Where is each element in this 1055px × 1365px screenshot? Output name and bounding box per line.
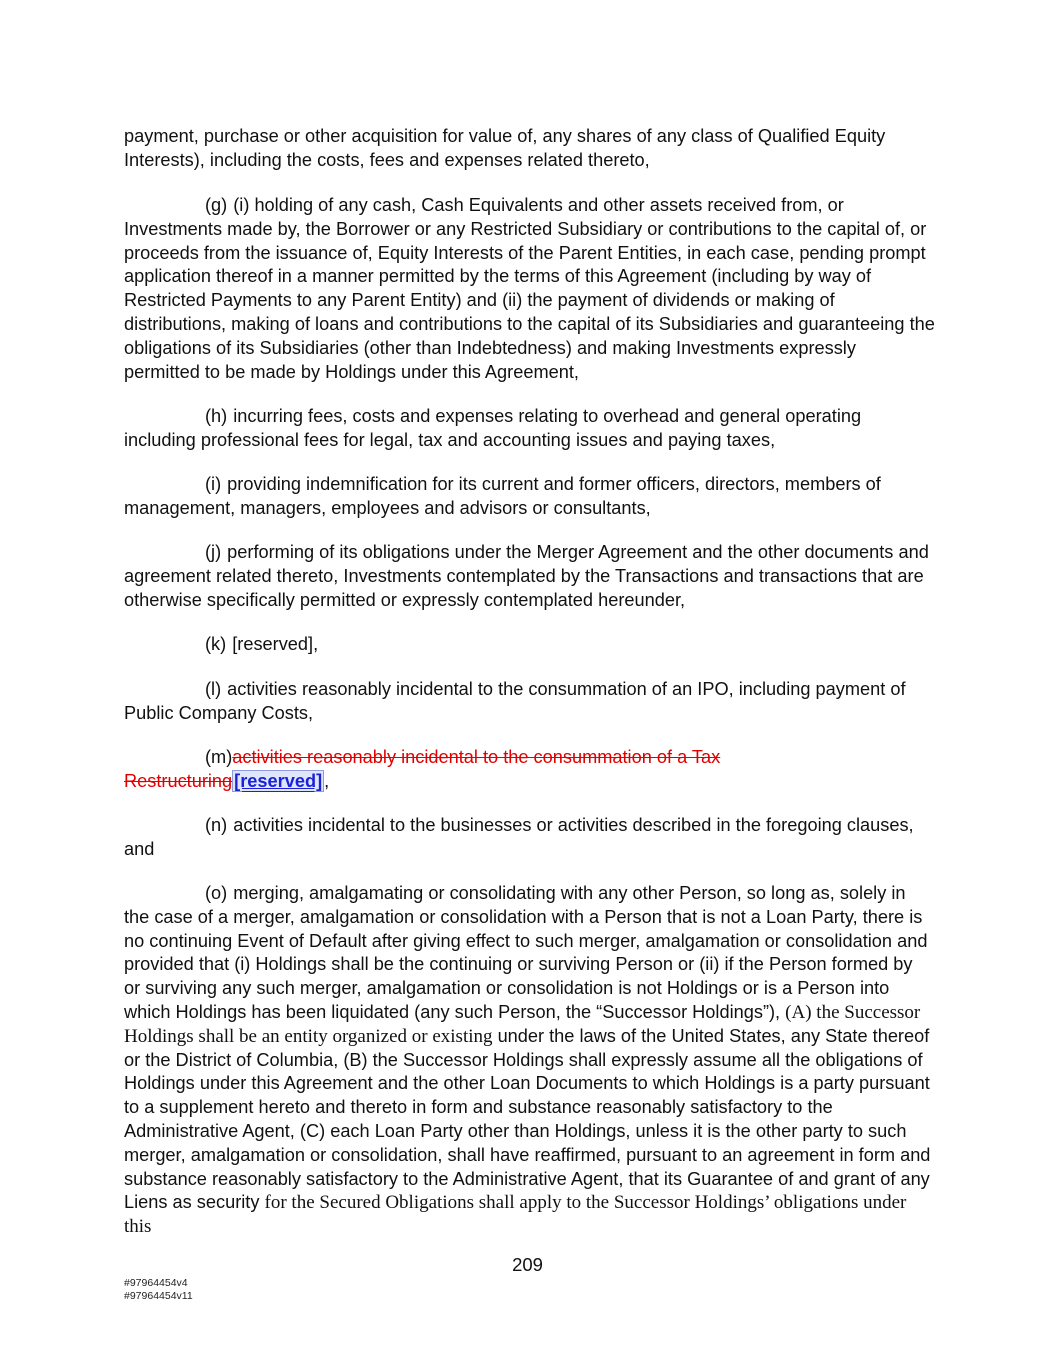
clause-o [124,882,932,1239]
clause-i [124,473,936,521]
clause-label: (o) [205,883,228,903]
clause-j [124,541,936,612]
clause-g [124,194,936,384]
clause-l [124,678,936,726]
clause-text-serif: (A) the Successor Holdings shall be an entity organized or existing [124,1001,921,1047]
clause-text: performing of its obligations under the Merger Agreement and the other documents and agreement related thereto, Investments contemplated by the Transactions and transactions that are otherwise specifically permitted or expressly contemplated hereunder, [124,542,929,610]
page-number: 209 [512,1254,543,1275]
clause-text: activities incidental to the businesses or activities described in the foregoing clauses, and [124,815,914,859]
document-id: #97964454v4 [124,1277,188,1289]
clause-label: (m) [205,747,233,767]
clause-text: (i) holding of any cash, Cash Equivalents and other assets received from, or Investments made by, the Borrower or any Restricted Subsidiary or contributions to the capital of, or proceeds from the issuance of, Equity Interests of the Parent Entities, in each case, pending prompt application thereof in a manner permitted by the terms of this Agreement (including by way of Restricted Payments to any Parent Entity) and (ii) the payment of dividends or making of distributions, making of loans and contributions to the capital of its Subsidiaries and guaranteeing the obligations of its Subsidiaries (other than Indebtedness) and making Investments expressly permitted to be made by Holdings under this Agreement, [124,195,935,382]
clause-text: merging, amalgamating or consolidating with any other Person, so long as, solely in the case of a merger, amalgamation or consolidation with a Person that is not a Loan Party, there is no continuing Event of Default after giving effect to such merger, amalgamation or consolidation and provided that (i) Holdings shall be the continuing or surviving Person or (ii) if the Person formed by or surviving any such merger, amalgamation or consolidation is not Holdings or is a Person into which Holdings has been liquidated (any such Person, the “Successor Holdings”), [124,883,928,1022]
clause-label: (g) [205,195,228,215]
clause-text: activities reasonably incidental to the consummation of an IPO, including payment of Public Company Costs, [124,679,906,723]
clause-text: incurring fees, costs and expenses relating to overhead and general operating including professional fees for legal, tax and accounting issues and paying taxes, [124,406,862,450]
clause-h [124,405,936,453]
clause-label: (j) [205,542,222,562]
clause-text: [reserved], [232,634,319,654]
clause-label: (l) [205,679,222,699]
clause-label: (i) [205,474,222,494]
clause-text: providing indemnification for its current and former officers, directors, members of management, managers, employees and advisors or consultants, [124,474,881,518]
inserted-text: [reserved] [234,770,323,791]
clause-trailing: , [324,770,330,791]
clause-label: (n) [205,815,228,835]
clause-label: (k) [205,634,227,654]
inserted-text-highlight [232,770,324,792]
clause-m [124,746,936,794]
paragraph-continuation [124,125,936,173]
paragraph-text: payment, purchase or other acquisition for value of, any shares of any class of Qualified Equity Interests), including the costs, fees and expenses related thereto, [124,126,886,170]
clause-text-serif: for the Secured Obligations shall apply to the Successor Holdings’ obligations under this [124,1192,907,1238]
clause-label: (h) [205,406,228,426]
clause-text: under the laws of the United States, any State thereof or the District of Columbia, (B) the Successor Holdings shall expressly assume all the obligations of Holdings under this Agreement and the other Loan Documents to which Holdings is a party pursuant to a supplement hereto and thereto in form and substance reasonably satisfactory to the Administrative Agent, (C) each Loan Party other than Holdings, unless it is the other party to such merger, amalgamation or consolidation, shall have reaffirmed, pursuant to an agreement in form and substance reasonably satisfactory to the Administrative Agent, that its Guarantee of and grant of any Liens as security [124,1025,931,1213]
clause-n [124,814,936,862]
clause-k [124,633,936,657]
document-id: #97964454v11 [124,1290,193,1302]
deleted-text: activities reasonably incidental to the consummation of a Tax [232,747,721,767]
deleted-text: Restructuring [124,770,233,791]
